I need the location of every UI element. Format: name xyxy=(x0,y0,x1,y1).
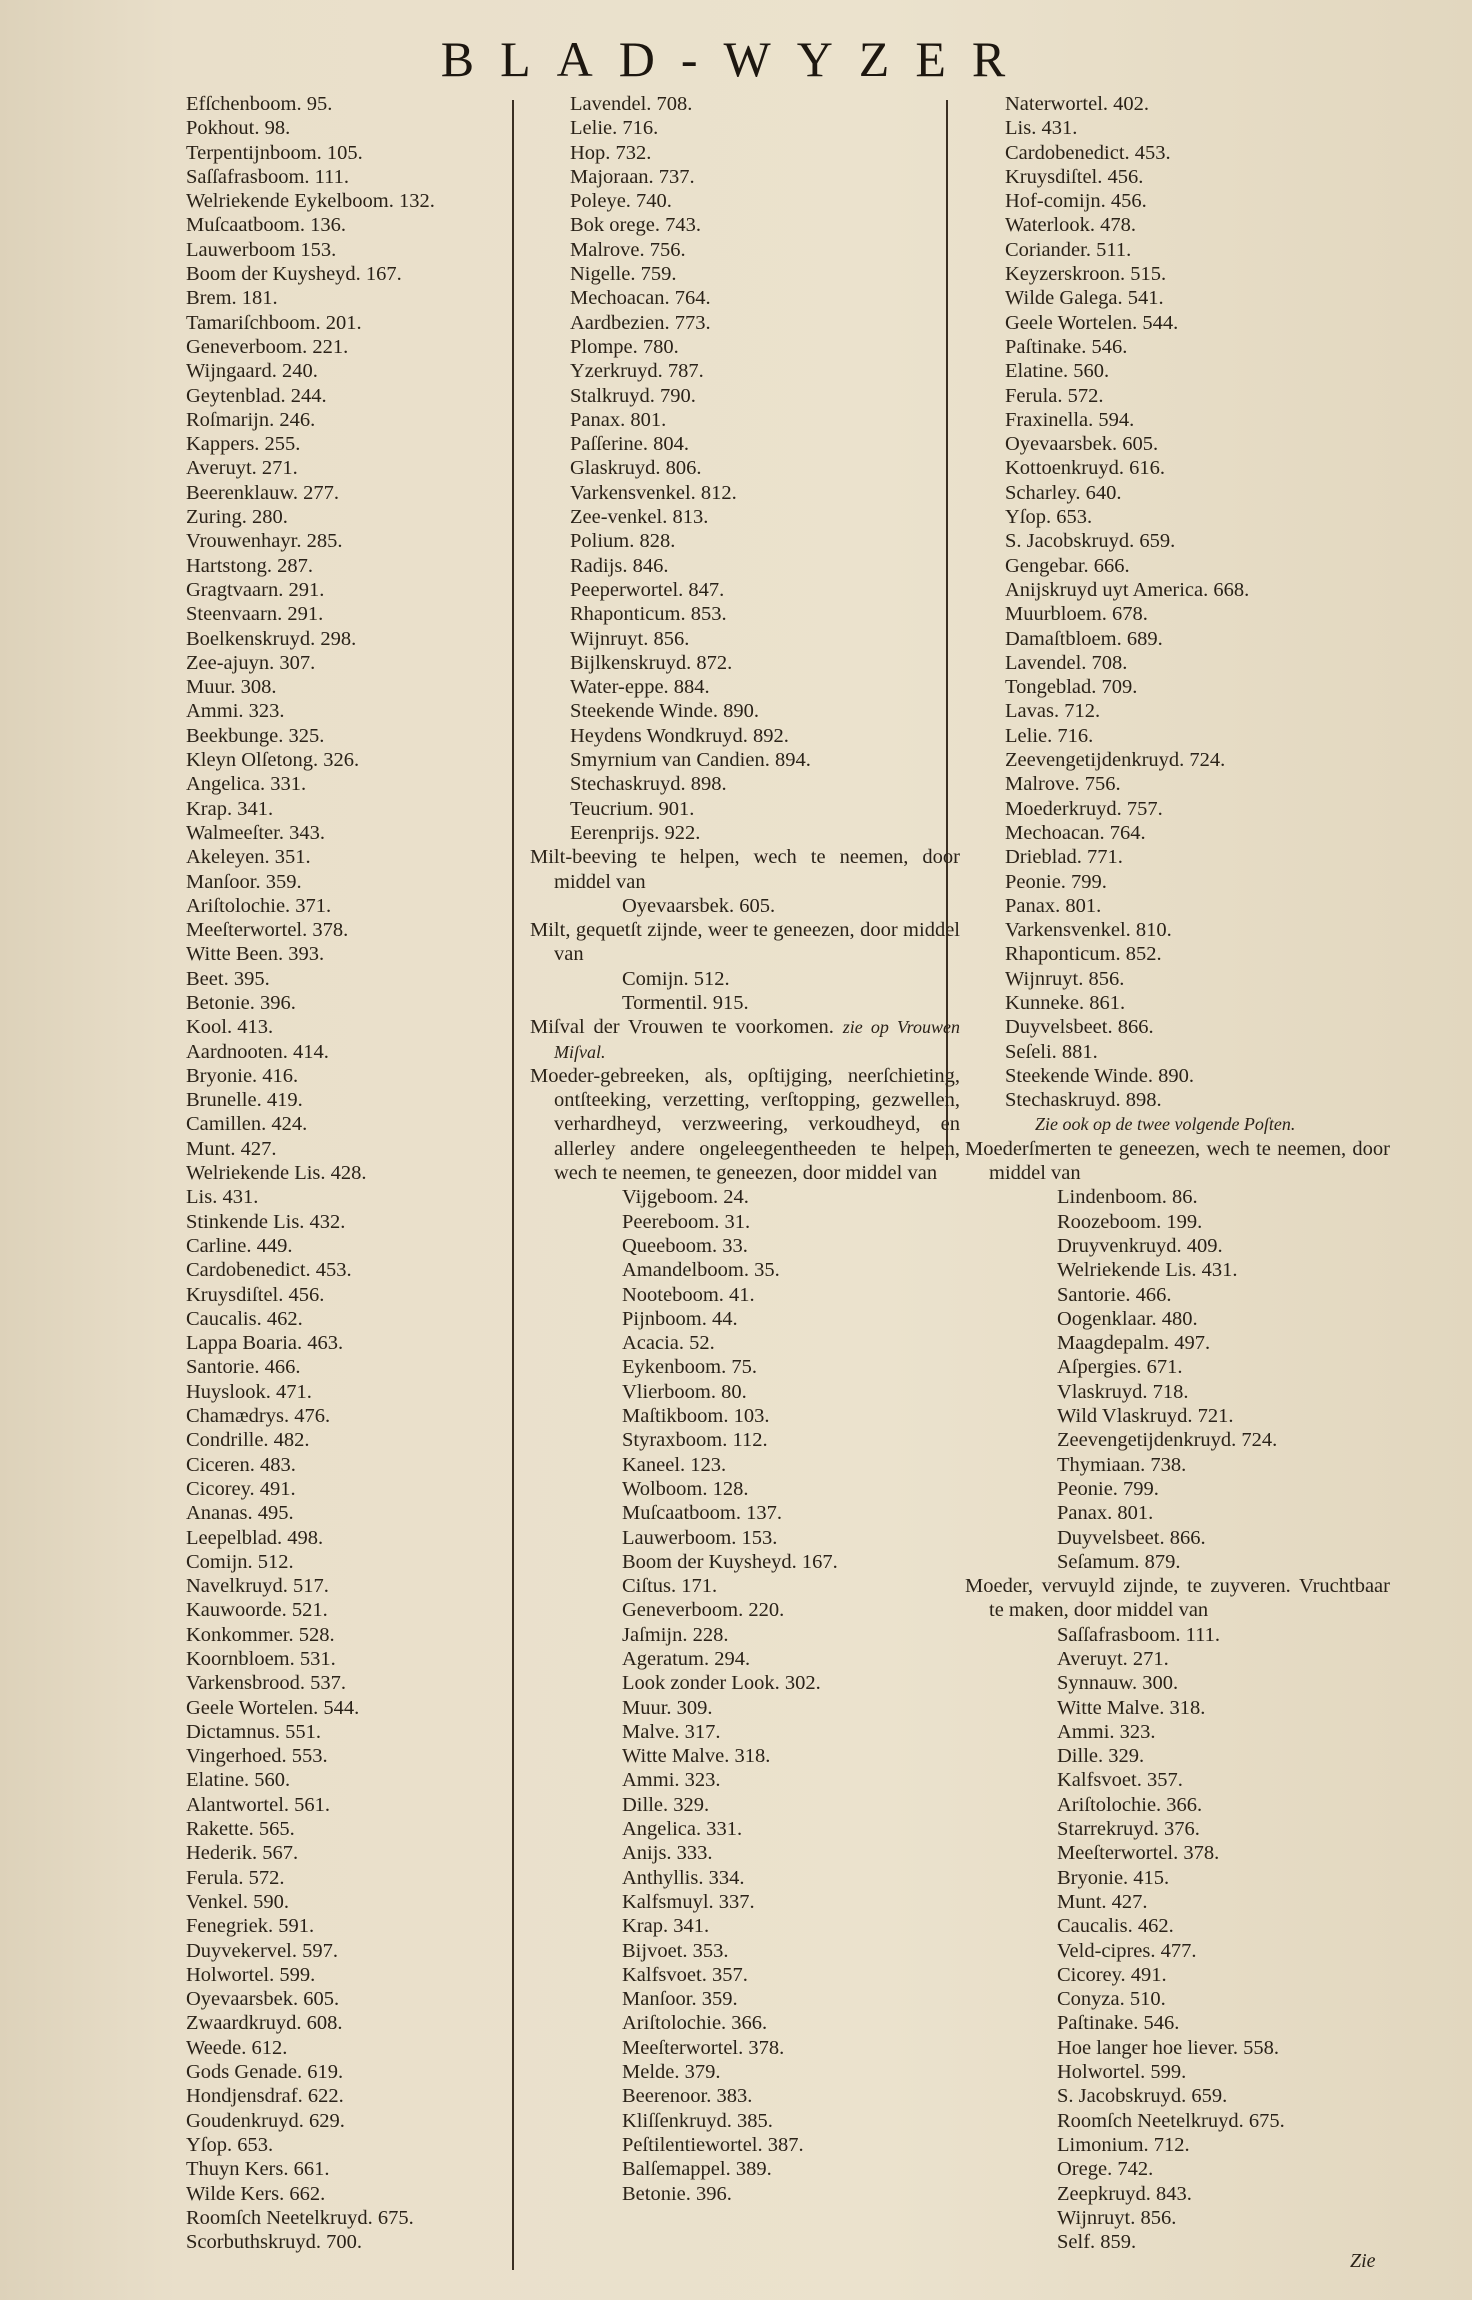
index-entry: Santorie. 466. xyxy=(186,1356,301,1379)
index-entry: Boom der Kuysheyd. 167. xyxy=(186,263,402,286)
index-entry: Ciſtus. 171. xyxy=(622,1575,718,1598)
index-entry: S. Jacobskruyd. 659. xyxy=(1005,530,1176,553)
milt-gequetst-list xyxy=(530,967,960,1016)
index-entry: Averuyt. 271. xyxy=(186,457,298,480)
index-entry: Roſmarijn. 246. xyxy=(186,408,316,431)
index-entry: Peſtilentiewortel. 387. xyxy=(622,2133,804,2156)
index-entry: Dille. 329. xyxy=(1057,1745,1145,1768)
index-entry: Ariſtolochie. 371. xyxy=(186,894,332,917)
index-entry: Witte Malve. 318. xyxy=(1057,1696,1206,1719)
index-entry: Kottoenkruyd. 616. xyxy=(1005,457,1165,480)
index-entry: Stechaskruyd. 898. xyxy=(1005,1089,1162,1112)
index-entry: Balſemappel. 389. xyxy=(622,2158,772,2181)
index-entry: Kalfsmuyl. 337. xyxy=(622,1890,755,1913)
index-entry: Peonie. 799. xyxy=(1057,1477,1159,1500)
index-entry: Water-eppe. 884. xyxy=(570,676,710,699)
index-entry: Welriekende Eykelboom. 132. xyxy=(186,190,435,213)
index-entry: Conyza. 510. xyxy=(1057,1988,1166,2011)
index-entry: Duyvelsbeet. 866. xyxy=(1005,1016,1154,1039)
index-entry: Scharley. 640. xyxy=(1005,481,1122,504)
index-entry: Vijgeboom. 24. xyxy=(622,1186,749,1209)
index-entry: Plompe. 780. xyxy=(570,335,679,358)
index-entry: Hederik. 567. xyxy=(186,1842,299,1865)
index-entry: Munt. 427. xyxy=(1057,1890,1148,1913)
index-entry: Santorie. 466. xyxy=(1057,1283,1172,1306)
index-entry: Hartstong. 287. xyxy=(186,554,313,577)
index-entry: Lavendel. 708. xyxy=(1005,651,1128,674)
index-entry: Muurbloem. 678. xyxy=(1005,603,1148,626)
index-entry: Beekbunge. 325. xyxy=(186,724,325,747)
index-entry: Wolboom. 128. xyxy=(622,1477,749,1500)
index-entry: Ferula. 572. xyxy=(186,1866,285,1889)
index-entry: Wilde Kers. 662. xyxy=(186,2182,326,2205)
index-entry: Kaneel. 123. xyxy=(622,1453,727,1476)
index-entry: Gods Genade. 619. xyxy=(186,2061,344,2084)
index-entry: Acacia. 52. xyxy=(622,1332,715,1355)
index-entry: Witte Been. 393. xyxy=(186,943,325,966)
entry-heading-milt-beeving: Milt-beeving te helpen, wech te neemen, door middel van xyxy=(530,846,960,893)
index-entry: Thymiaan. 738. xyxy=(1057,1453,1187,1476)
index-entry: Stalkruyd. 790. xyxy=(570,384,696,407)
index-column-3 xyxy=(965,92,1390,2254)
index-entry: Steenvaarn. 291. xyxy=(186,603,324,626)
index-entry: Anthyllis. 334. xyxy=(622,1866,745,1889)
index-entry: Stinkende Lis. 432. xyxy=(186,1210,346,1233)
index-entry: Seſeli. 881. xyxy=(1005,1040,1098,1063)
index-entry: Boelkenskruyd. 298. xyxy=(186,627,357,650)
index-entry: Anijs. 333. xyxy=(622,1842,713,1865)
index-entry: Akeleyen. 351. xyxy=(186,846,311,869)
index-entry: Poleye. 740. xyxy=(570,190,672,213)
index-entry: Bryonie. 415. xyxy=(1057,1866,1170,1889)
index-entry: Limonium. 712. xyxy=(1057,2133,1190,2156)
index-entry: Paſtinake. 546. xyxy=(1005,335,1128,358)
index-entry: Caucalis. 462. xyxy=(186,1307,303,1330)
index-entry: Moederkruyd. 757. xyxy=(1005,797,1163,820)
index-entry: Cicorey. 491. xyxy=(186,1477,296,1500)
index-entry: Angelica. 331. xyxy=(186,773,307,796)
index-entry: Comijn. 512. xyxy=(622,967,730,990)
index-entry: Rhaponticum. 853. xyxy=(570,603,727,626)
catchword: Zie xyxy=(1350,2250,1376,2272)
index-entry: Wijngaard. 240. xyxy=(186,360,318,383)
index-entry: Teucrium. 901. xyxy=(570,797,695,820)
index-entry: Roomſch Neetelkruyd. 675. xyxy=(1057,2109,1285,2132)
index-entry: Oyevaarsbek. 605. xyxy=(186,1988,340,2011)
index-entry: Muſcaatboom. 137. xyxy=(622,1502,782,1525)
index-entry: Wild Vlaskruyd. 721. xyxy=(1057,1405,1234,1428)
index-entry: Saſſafrasboom. 111. xyxy=(1057,1623,1221,1646)
index-entry: Pijnboom. 44. xyxy=(622,1307,738,1330)
index-entry: Zee-ajuyn. 307. xyxy=(186,651,316,674)
index-entry: Zeevengetijdenkruyd. 724. xyxy=(1057,1429,1278,1452)
index-entry: Dictamnus. 551. xyxy=(186,1720,321,1743)
misval-cross-reference: zie op Vrouwen Miſval. xyxy=(554,1017,960,1062)
milt-beeving-list xyxy=(530,894,960,918)
moedersmerten-list xyxy=(965,1185,1390,1574)
index-entry: Druyvenkruyd. 409. xyxy=(1057,1234,1223,1257)
index-entry: Ciceren. 483. xyxy=(186,1453,296,1476)
index-entry: Lauwerboom 153. xyxy=(186,238,337,261)
index-entry: Condrille. 482. xyxy=(186,1429,310,1452)
index-entry: Maagdepalm. 497. xyxy=(1057,1332,1211,1355)
index-entry: Stechaskruyd. 898. xyxy=(570,773,727,796)
index-entry: Ageratum. 294. xyxy=(622,1648,751,1670)
index-entry: Wijnruyt. 856. xyxy=(1005,967,1125,990)
index-entry: Boom der Kuysheyd. 167. xyxy=(622,1550,838,1573)
index-entry: Varkensvenkel. 812. xyxy=(570,481,737,504)
index-entry: Look zonder Look. 302. xyxy=(622,1672,821,1695)
index-entry: Aſpergies. 671. xyxy=(1057,1356,1183,1379)
index-entry: Elatine. 560. xyxy=(186,1769,291,1792)
index-entry: Holwortel. 599. xyxy=(1057,2061,1187,2084)
index-entry: Lis. 431. xyxy=(1005,117,1078,140)
see-also-note: Zie ook op de twee volgende Poſten. xyxy=(1035,1114,1296,1135)
entry-heading-moedersmerten: Moederſmerten te geneezen, wech te neemen, door middel van xyxy=(965,1137,1390,1185)
index-entry: Venkel. 590. xyxy=(186,1890,290,1913)
index-entry: Cardobenedict. 453. xyxy=(186,1259,352,1282)
index-entry: Varkensbrood. 537. xyxy=(186,1672,346,1695)
index-entry: Oyevaarsbek. 605. xyxy=(622,894,776,917)
index-entry: Betonie. 396. xyxy=(622,2182,732,2205)
index-entry: Walmeeſter. 343. xyxy=(186,821,325,844)
index-entry: Rakette. 565. xyxy=(186,1818,295,1841)
index-entry: Beerenklauw. 277. xyxy=(186,481,339,504)
index-entry: Yzerkruyd. 787. xyxy=(570,360,704,383)
page-title: BLAD-WYZER xyxy=(440,31,1032,87)
index-entry: Malrove. 756. xyxy=(570,238,686,261)
index-entry: Caucalis. 462. xyxy=(1057,1915,1174,1938)
index-entry: Saſſafrasboom. 111. xyxy=(186,165,350,188)
index-entry: Eykenboom. 75. xyxy=(622,1356,757,1379)
index-entry: Lelie. 716. xyxy=(570,117,659,140)
index-entry: Brunelle. 419. xyxy=(186,1089,303,1112)
index-entry: Orege. 742. xyxy=(1057,2158,1154,2181)
index-entry: Nigelle. 759. xyxy=(570,263,677,286)
index-entry: Gragtvaarn. 291. xyxy=(186,578,325,601)
index-entry: Varkensvenkel. 810. xyxy=(1005,919,1172,942)
index-entry: Starrekruyd. 376. xyxy=(1057,1818,1200,1841)
index-entry: Drieblad. 771. xyxy=(1005,846,1123,869)
index-entry: Ammi. 323. xyxy=(186,700,285,723)
index-entry: Hop. 732. xyxy=(570,141,652,164)
index-entry: Yſop. 653. xyxy=(186,2133,274,2156)
index-entry: Huyslook. 471. xyxy=(186,1380,312,1403)
index-entry: Panax. 801. xyxy=(570,408,667,431)
misval-heading-text: Miſval der Vrouwen te voorkomen. xyxy=(530,1016,834,1039)
index-entry: Vrouwenhayr. 285. xyxy=(186,530,343,553)
index-entry: Vlierboom. 80. xyxy=(622,1380,747,1403)
index-entry: Naterwortel. 402. xyxy=(1005,93,1150,115)
index-entry: Krap. 341. xyxy=(622,1915,710,1938)
index-entry: Bok orege. 743. xyxy=(570,214,701,237)
entry-heading-misval xyxy=(530,1015,960,1064)
index-entry: Goudenkruyd. 629. xyxy=(186,2109,345,2132)
index-entry: Mechoacan. 764. xyxy=(570,287,711,310)
index-entry: Beerenoor. 383. xyxy=(622,2085,753,2108)
index-entry: Self. 859. xyxy=(1057,2231,1137,2254)
index-entry: Malrove. 756. xyxy=(1005,773,1121,796)
index-entry: Zuring. 280. xyxy=(186,506,288,529)
index-entry: Witte Malve. 318. xyxy=(622,1745,771,1768)
index-entry: Cicorey. 491. xyxy=(1057,1963,1167,1986)
index-column-1 xyxy=(186,92,506,2254)
index-entry: Camillen. 424. xyxy=(186,1113,308,1136)
index-entry: Geele Wortelen. 544. xyxy=(1005,311,1179,334)
index-entry: Steekende Winde. 890. xyxy=(570,700,759,723)
index-entry: Malve. 317. xyxy=(622,1720,721,1743)
index-entry: Styraxboom. 112. xyxy=(622,1429,768,1452)
index-entry: Kliſſenkruyd. 385. xyxy=(622,2109,773,2132)
index-entry: Roomſch Neetelkruyd. 675. xyxy=(186,2206,414,2229)
index-entry: Nooteboom. 41. xyxy=(622,1283,755,1306)
index-entry: Terpentijnboom. 105. xyxy=(186,141,363,164)
index-entry: Melde. 379. xyxy=(622,2061,721,2084)
index-entry: Duyvekervel. 597. xyxy=(186,1939,338,1962)
index-column-2 xyxy=(530,92,960,2206)
index-entry: Navelkruyd. 517. xyxy=(186,1575,329,1598)
index-entry: Rhaponticum. 852. xyxy=(1005,943,1162,966)
index-entry: Kappers. 255. xyxy=(186,433,301,456)
index-entry: Panax. 801. xyxy=(1005,894,1102,917)
index-entry: Cardobenedict. 453. xyxy=(1005,141,1171,164)
index-entry: Panax. 801. xyxy=(1057,1502,1154,1525)
index-entry: Jaſmijn. 228. xyxy=(622,1623,729,1646)
index-entry: Lappa Boaria. 463. xyxy=(186,1332,344,1355)
index-entry: Seſamum. 879. xyxy=(1057,1550,1181,1573)
index-entry: Kruysdiſtel. 456. xyxy=(186,1283,325,1306)
index-entry: Kalfsvoet. 357. xyxy=(1057,1769,1183,1792)
index-entry: Ammi. 323. xyxy=(1057,1720,1156,1743)
index-entry: Polium. 828. xyxy=(570,530,676,553)
index-entry: Aardbezien. 773. xyxy=(570,311,711,334)
index-entry: Tamariſchboom. 201. xyxy=(186,311,362,334)
index-entry: Keyzerskroon. 515. xyxy=(1005,263,1167,286)
index-entry: Manſoor. 359. xyxy=(622,1988,738,2011)
index-entry: Holwortel. 599. xyxy=(186,1963,316,1986)
index-entry: Tongeblad. 709. xyxy=(1005,676,1138,699)
index-entry: Hoe langer hoe liever. 558. xyxy=(1057,2036,1280,2059)
index-entry: Geele Wortelen. 544. xyxy=(186,1696,360,1719)
index-entry: Comijn. 512. xyxy=(186,1550,294,1573)
index-entry: Geytenblad. 244. xyxy=(186,384,327,407)
index-entry: Tormentil. 915. xyxy=(622,991,749,1014)
index-entry: Steekende Winde. 890. xyxy=(1005,1064,1194,1087)
moeder-vervuyld-list xyxy=(965,1623,1390,2255)
index-entry: S. Jacobskruyd. 659. xyxy=(1057,2085,1228,2108)
index-entry: Scorbuthskruyd. 700. xyxy=(186,2231,362,2254)
index-entry: Dille. 329. xyxy=(622,1793,710,1816)
index-entry: Weede. 612. xyxy=(186,2036,288,2059)
index-entry: Glaskruyd. 806. xyxy=(570,457,702,480)
index-entry: Lavas. 712. xyxy=(1005,700,1101,723)
index-entry: Majoraan. 737. xyxy=(570,165,695,188)
index-entry: Bryonie. 416. xyxy=(186,1064,299,1087)
index-entry: Anijskruyd uyt America. 668. xyxy=(1005,578,1250,601)
index-entry: Amandelboom. 35. xyxy=(622,1259,780,1282)
index-entry: Muſcaatboom. 136. xyxy=(186,214,346,237)
index-entry: Geneverboom. 221. xyxy=(186,335,349,358)
index-entry: Kunneke. 861. xyxy=(1005,991,1126,1014)
index-entry: Hof-comijn. 456. xyxy=(1005,190,1147,213)
index-entry: Betonie. 396. xyxy=(186,991,296,1014)
index-entry: Queeboom. 33. xyxy=(622,1234,748,1257)
index-entry: Heydens Wondkruyd. 892. xyxy=(570,724,789,747)
index-entry: Welriekende Lis. 428. xyxy=(186,1162,367,1185)
index-entry: Kruysdiſtel. 456. xyxy=(1005,165,1144,188)
index-entry: Ariſtolochie. 366. xyxy=(622,2012,768,2035)
index-entry: Peeperwortel. 847. xyxy=(570,578,725,601)
index-entry: Welriekende Lis. 431. xyxy=(1057,1259,1238,1282)
index-entry: Zeevengetijdenkruyd. 724. xyxy=(1005,749,1226,772)
index-entry: Mechoacan. 764. xyxy=(1005,821,1146,844)
index-entry: Ferula. 572. xyxy=(1005,384,1104,407)
index-entry: Wijnruyt. 856. xyxy=(570,627,690,650)
index-entry: Zwaardkruyd. 608. xyxy=(186,2012,343,2035)
index-entry: Meeſterwortel. 378. xyxy=(622,2036,785,2059)
entry-heading-moeder-vervuyld: Moeder, vervuyld zijnde, te zuyveren. Vruchtbaar te maken, door middel van xyxy=(965,1575,1390,1622)
index-entry: Meeſterwortel. 378. xyxy=(186,919,349,942)
index-entry: Wijnruyt. 856. xyxy=(1057,2206,1177,2229)
index-entry: Kalfsvoet. 357. xyxy=(622,1963,748,1986)
index-entry: Peereboom. 31. xyxy=(622,1210,751,1233)
index-entry: Radijs. 846. xyxy=(570,554,669,577)
index-entry: Vingerhoed. 553. xyxy=(186,1745,328,1768)
index-entry: Wilde Galega. 541. xyxy=(1005,287,1164,310)
index-entry: Gengebar. 666. xyxy=(1005,554,1130,577)
index-entry: Elatine. 560. xyxy=(1005,360,1110,383)
index-entry: Ammi. 323. xyxy=(622,1769,721,1792)
index-entry: Efſchenboom. 95. xyxy=(186,93,333,115)
index-entry: Konkommer. 528. xyxy=(186,1623,335,1646)
index-entry: Aardnooten. 414. xyxy=(186,1040,329,1063)
index-entry: Hondjensdraf. 622. xyxy=(186,2085,344,2108)
index-entry: Brem. 181. xyxy=(186,287,278,310)
index-entry: Kleyn Olſetong. 326. xyxy=(186,749,360,772)
index-entry: Ananas. 495. xyxy=(186,1502,294,1525)
entry-heading-milt-gequetst: Milt, gequetſt zijnde, weer te geneezen, door middel van xyxy=(530,919,960,966)
index-entry: Paſſerine. 804. xyxy=(570,433,689,456)
index-entry: Carline. 449. xyxy=(186,1234,293,1257)
index-entry: Smyrnium van Candien. 894. xyxy=(570,749,811,772)
index-entry: Peonie. 799. xyxy=(1005,870,1107,893)
index-entry: Zee-venkel. 813. xyxy=(570,506,709,529)
index-entry: Kauwoorde. 521. xyxy=(186,1599,328,1622)
index-entry: Geneverboom. 220. xyxy=(622,1599,785,1622)
index-entry: Oyevaarsbek. 605. xyxy=(1005,433,1159,456)
index-entry: Lauwerboom. 153. xyxy=(622,1526,778,1549)
index-entry: Ariſtolochie. 366. xyxy=(1057,1793,1203,1816)
index-entry: Bijvoet. 353. xyxy=(622,1939,729,1962)
index-entry: Yſop. 653. xyxy=(1005,506,1093,529)
index-entry: Meeſterwortel. 378. xyxy=(1057,1842,1220,1865)
index-entry: Koornbloem. 531. xyxy=(186,1648,336,1670)
index-entry: Synnauw. 300. xyxy=(1057,1672,1179,1695)
index-entry: Chamædrys. 476. xyxy=(186,1405,331,1428)
index-entry: Bijlkenskruyd. 872. xyxy=(570,651,733,674)
index-entry: Averuyt. 271. xyxy=(1057,1648,1169,1670)
index-entry: Fraxinella. 594. xyxy=(1005,408,1135,431)
index-entry: Paſtinake. 546. xyxy=(1057,2012,1180,2035)
column-divider-left xyxy=(512,100,514,2270)
index-entry: Lindenboom. 86. xyxy=(1057,1186,1198,1209)
index-entry: Thuyn Kers. 661. xyxy=(186,2158,330,2181)
index-entry: Waterlook. 478. xyxy=(1005,214,1136,237)
index-entry: Eerenprijs. 922. xyxy=(570,821,701,844)
column-2-entries xyxy=(530,92,960,845)
index-entry: Coriander. 511. xyxy=(1005,238,1132,261)
index-entry: Pokhout. 98. xyxy=(186,117,291,140)
index-entry: Muur. 308. xyxy=(186,676,277,699)
index-entry: Damaſtbloem. 689. xyxy=(1005,627,1163,650)
index-entry: Muur. 309. xyxy=(622,1696,713,1719)
index-entry: Lis. 431. xyxy=(186,1186,259,1209)
index-entry: Lelie. 716. xyxy=(1005,724,1094,747)
index-entry: Angelica. 331. xyxy=(622,1818,743,1841)
index-entry: Leepelblad. 498. xyxy=(186,1526,324,1549)
index-entry: Munt. 427. xyxy=(186,1137,277,1160)
index-entry: Maſtikboom. 103. xyxy=(622,1405,770,1428)
index-entry: Roozeboom. 199. xyxy=(1057,1210,1203,1233)
index-entry: Krap. 341. xyxy=(186,797,274,820)
index-entry: Beet. 395. xyxy=(186,967,270,990)
index-entry: Zeepkruyd. 843. xyxy=(1057,2182,1192,2205)
column-3-entries xyxy=(965,92,1390,1112)
index-entry: Veld-cipres. 477. xyxy=(1057,1939,1197,1962)
index-entry: Kool. 413. xyxy=(186,1016,274,1039)
index-entry: Oogenklaar. 480. xyxy=(1057,1307,1198,1330)
entry-heading-moeder-gebreeken: Moeder-gebreeken, als, opſtijging, neerſchieting, ontſteeking, verzetting, verſtopping, gezwellen, verhardheyd, verzweering, verkoudheyd, en allerley andere ongeleegentheeden te helpen, wech te neemen, te geneezen, door middel van xyxy=(530,1064,960,1185)
moeder-gebreeken-list xyxy=(530,1185,960,2205)
index-entry: Fenegriek. 591. xyxy=(186,1915,315,1938)
index-entry: Alantwortel. 561. xyxy=(186,1793,331,1816)
index-entry: Manſoor. 359. xyxy=(186,870,302,893)
index-entry: Duyvelsbeet. 866. xyxy=(1057,1526,1206,1549)
index-entry: Lavendel. 708. xyxy=(570,93,693,115)
index-entry: Vlaskruyd. 718. xyxy=(1057,1380,1189,1403)
